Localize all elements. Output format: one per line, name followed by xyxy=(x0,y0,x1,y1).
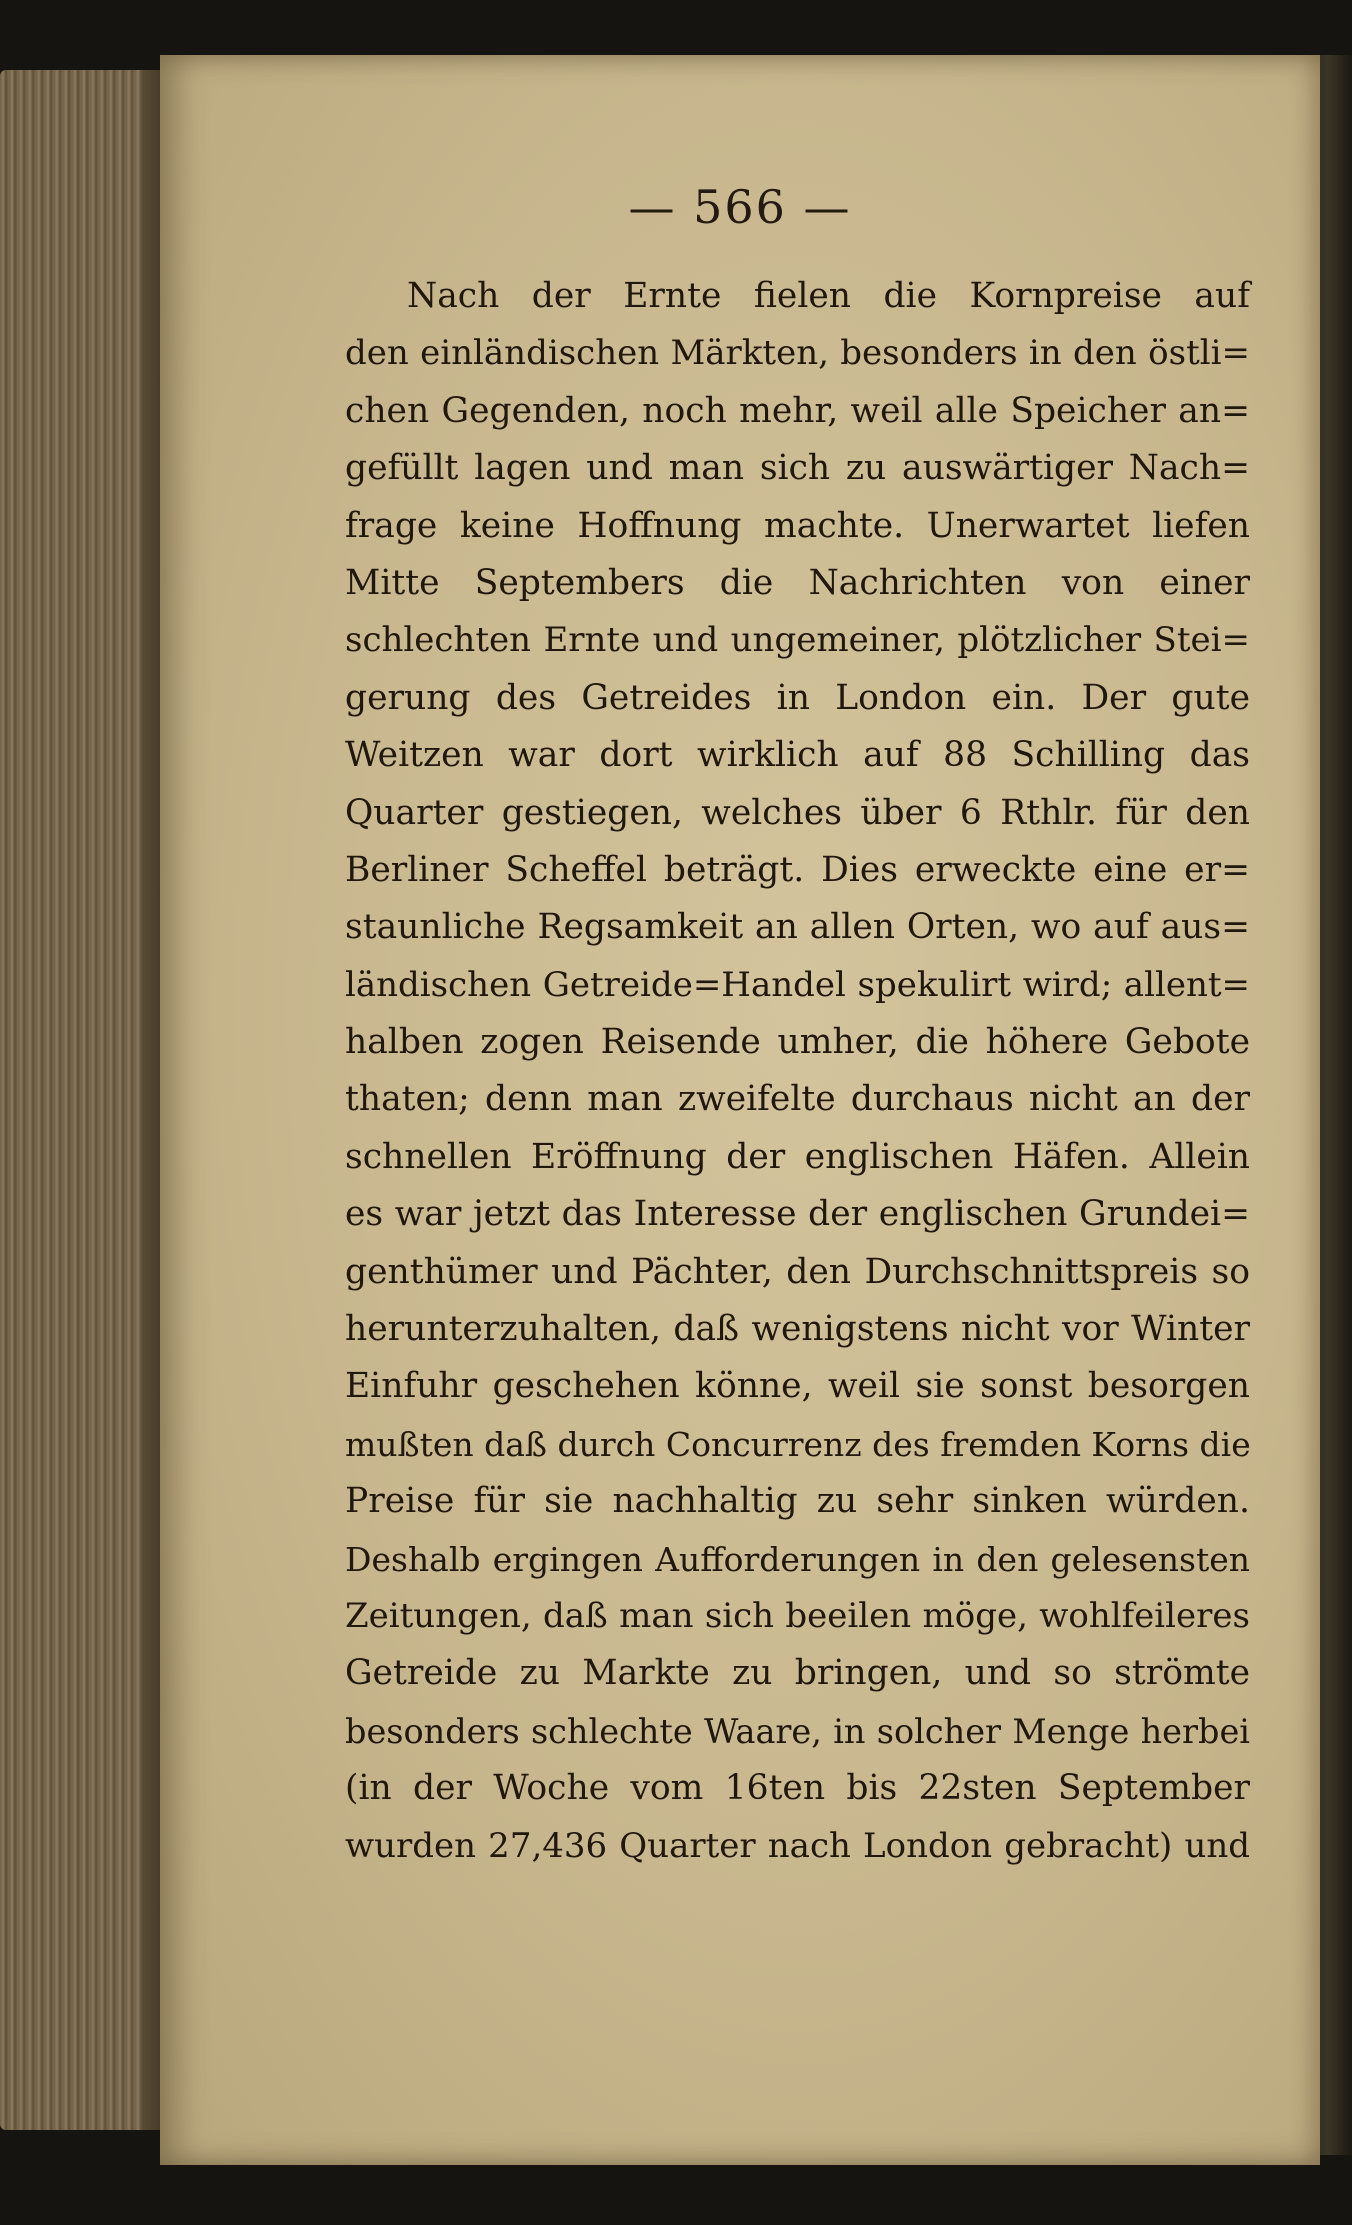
text-line: mußten daß durch Concurrenz des fremden Korns die xyxy=(345,1424,1251,1464)
text-line: Einfuhr geschehen könne, weil sie sonst besorgen xyxy=(345,1366,1250,1407)
text-line: schnellen Eröffnung der englischen Häfen. Allein xyxy=(345,1136,1250,1177)
text-line: gefüllt lagen und man sich zu auswärtiger Nach= xyxy=(345,448,1250,489)
text-line: frage keine Hoffnung machte. Unerwartet liefen xyxy=(345,505,1250,546)
text-line: herunterzuhalten, daß wenigstens nicht vor Winter xyxy=(345,1309,1250,1350)
text-line: genthümer und Pächter, den Durchschnittspreis so xyxy=(345,1251,1250,1292)
text-line: Weitzen war dort wirklich auf 88 Schilling das xyxy=(345,735,1250,776)
text-line: Deshalb ergingen Aufforderungen in den gelesensten xyxy=(345,1539,1250,1579)
text-line: Nach der Ernte fielen die Kornpreise auf xyxy=(407,276,1250,316)
text-line: halben zogen Reisende umher, die höhere Gebote xyxy=(345,1022,1250,1063)
page-number: — 566 — xyxy=(628,180,852,234)
text-line: den einländischen Märkten, besonders in den östli= xyxy=(345,333,1250,374)
text-line: Mitte Septembers die Nachrichten von einer xyxy=(345,562,1250,603)
text-line: Getreide zu Markte zu bringen, und so strömte xyxy=(345,1653,1250,1694)
text-line: schlechten Ernte und ungemeiner, plötzlicher Stei= xyxy=(345,620,1250,661)
text-line: thaten; denn man zweifelte durchaus nicht an der xyxy=(345,1079,1250,1120)
text-line: (in der Woche vom 16ten bis 22sten September xyxy=(345,1768,1250,1809)
text-line: gerung des Getreides in London ein. Der gute xyxy=(345,677,1250,718)
text-line: Quarter gestiegen, welches über 6 Rthlr. für den xyxy=(345,792,1250,833)
text-line: es war jetzt das Interesse der englischen Grundei= xyxy=(345,1194,1250,1235)
text-line: staunliche Regsamkeit an allen Orten, wo auf aus= xyxy=(345,907,1250,948)
text-line: ländischen Getreide=Handel spekulirt wird; allent= xyxy=(345,964,1250,1005)
text-line: wurden 27,436 Quarter nach London gebracht) und xyxy=(345,1825,1250,1866)
book-page-edges xyxy=(0,70,150,2130)
text-line: Preise für sie nachhaltig zu sehr sinken würden. xyxy=(345,1481,1250,1522)
text-line: chen Gegenden, noch mehr, weil alle Speicher an= xyxy=(345,390,1250,431)
page-text xyxy=(345,268,1250,1875)
text-line: Zeitungen, daß man sich beeilen möge, wohlfeileres xyxy=(345,1595,1250,1636)
text-line: besonders schlechte Waare, in solcher Menge herbei xyxy=(345,1711,1250,1751)
text-line: Berliner Scheffel beträgt. Dies erweckte eine er= xyxy=(345,849,1250,890)
